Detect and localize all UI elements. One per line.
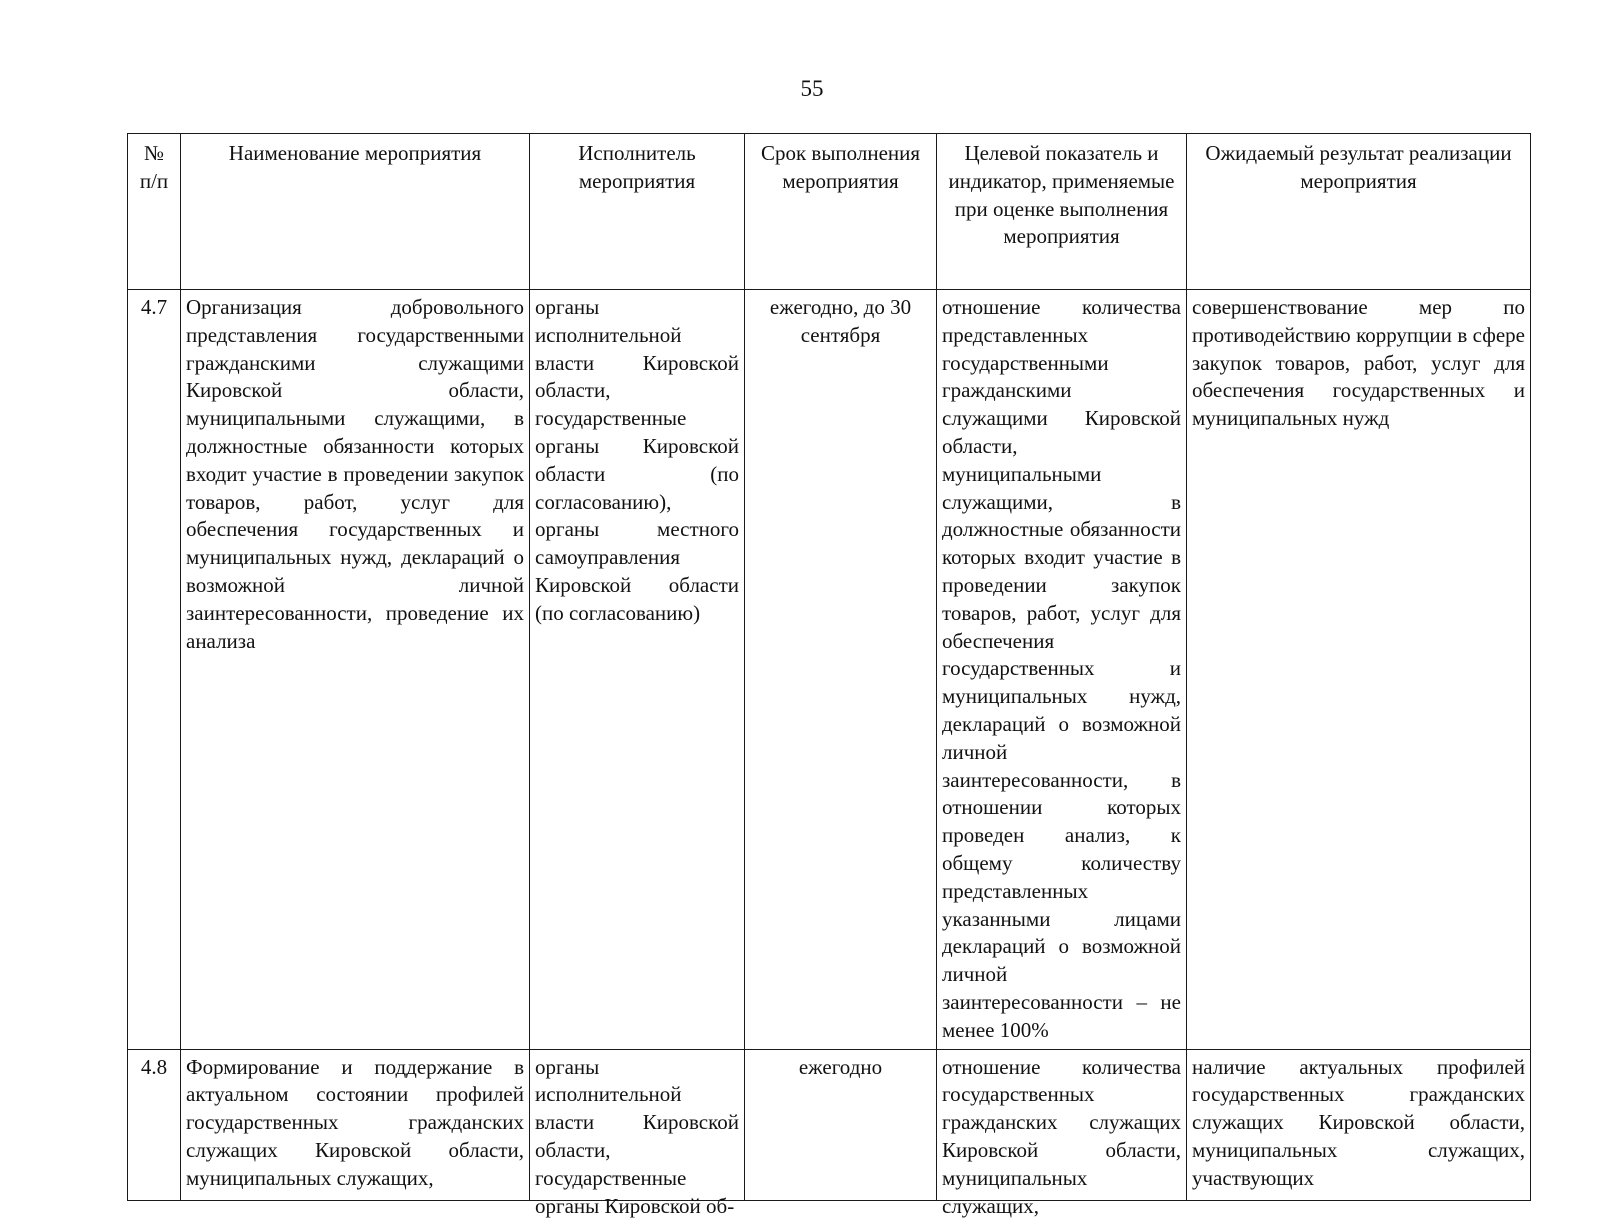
- table-row: [128, 1049, 1531, 1200]
- table-row: [128, 290, 1531, 1050]
- header-deadline: Срок выполнения мероприятия: [745, 134, 937, 290]
- header-result: Ожидаемый результат реализации мероприятия: [1187, 134, 1531, 290]
- row-number: 4.7: [128, 290, 181, 1050]
- page-number: 55: [800, 76, 824, 101]
- table-header-row: [128, 134, 1531, 290]
- measure-deadline: ежегодно, до 30 сентября: [745, 290, 937, 1050]
- header-executor: Исполнитель мероприятия: [530, 134, 745, 290]
- measures-table: [127, 133, 1531, 1218]
- measure-name: Формирование и поддержание в актуальном состоянии профилей государственных гражданских служащих Кировской области, муниципальных служащих,: [186, 1054, 524, 1190]
- measure-name: Организация добровольного представления государственными гражданскими служащими Кировской области, муниципальными служащими, в должностные обязанности которых входит участие в проведении закупок товаров, работ, услуг для обеспечения государственных и муниципальных нужд, деклараций о возможной личной заинтересованности, проведение их анализа: [181, 290, 530, 1050]
- row-number: 4.8: [128, 1049, 181, 1200]
- header-indicator: Целевой показатель и индикатор, применяемые при оценке выполнения мероприятия: [937, 134, 1187, 290]
- header-num: № п/п: [128, 134, 181, 290]
- measure-executor: органы исполнительной власти Кировской области, государственные органы Кировской об-: [535, 1054, 739, 1218]
- measure-result: наличие актуальных профилей государственных гражданских служащих Кировской области, муниципальных служащих, участвующих: [1192, 1054, 1525, 1190]
- measure-deadline: ежегодно: [745, 1049, 937, 1200]
- measure-result: совершенствование мер по противодействию коррупции в сфере закупок товаров, работ, услуг для обеспечения государственных и муниципальных нужд: [1187, 290, 1531, 1050]
- measure-indicator: отношение количества представленных государственными гражданскими служащими Кировской области, муниципальными служащими, в должностные обязанности которых входит участие в проведении закупок товаров, работ, услуг для обеспечения государственных и муниципальных нужд, деклараций о возможной личной заинтересованности, в отношении которых проведен анализ, к общему количеству представленных указанными лицами деклараций о возможной личной заинтересованности – не менее 100%: [937, 290, 1187, 1050]
- measure-indicator: отношение количества государственных гражданских служащих Кировской области, муниципальных служащих,: [942, 1054, 1181, 1218]
- measure-executor: органы исполнительной власти Кировской области, государственные органы Кировской области (по согласованию), органы местного самоуправления Кировской области (по согласованию): [530, 290, 745, 1050]
- header-name: Наименование мероприятия: [181, 134, 530, 290]
